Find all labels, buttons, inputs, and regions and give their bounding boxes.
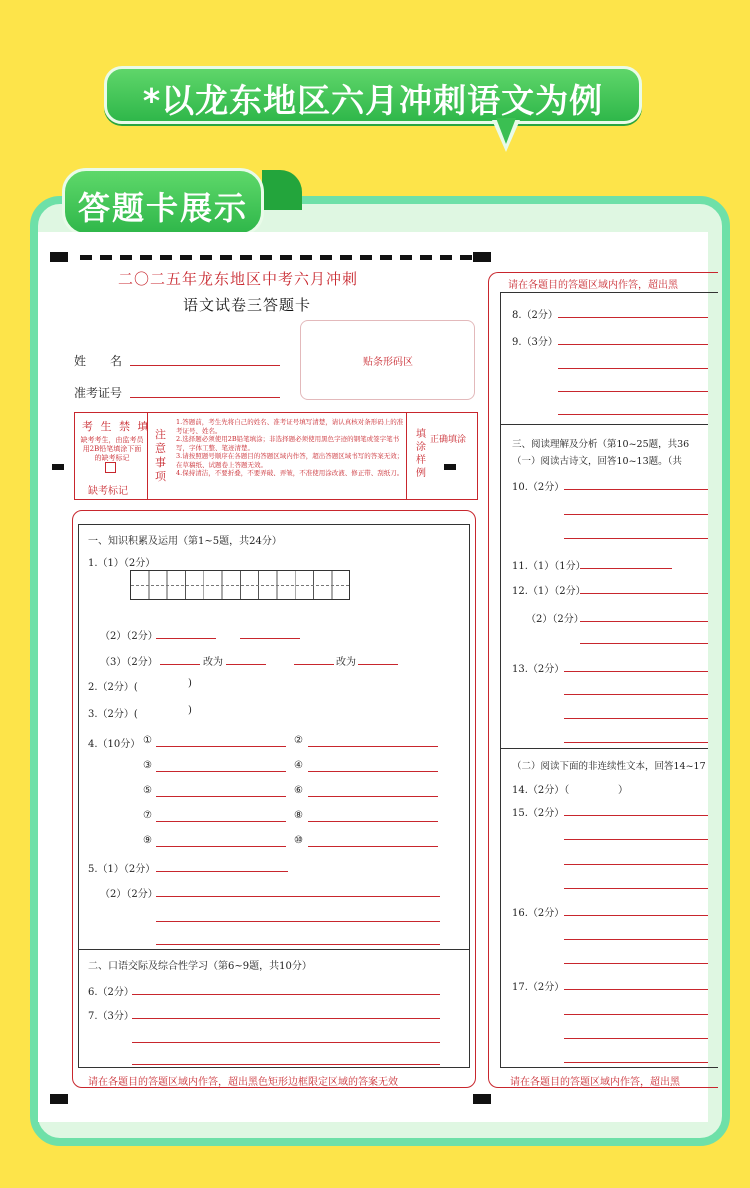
q9-label: 9.（3分） xyxy=(512,337,558,348)
forbidden-title: 考 生 禁 填 xyxy=(82,420,151,433)
answer-line[interactable] xyxy=(564,839,708,840)
section-divider xyxy=(78,949,470,950)
name-label: 姓 名 xyxy=(74,354,123,368)
q3-label: 3.（2分）( xyxy=(88,709,138,720)
corner-marker xyxy=(473,252,491,262)
change-to-label: 改为 xyxy=(336,657,356,668)
answer-line[interactable] xyxy=(294,664,334,665)
answer-line[interactable] xyxy=(564,1038,708,1039)
corner-marker xyxy=(473,1094,491,1104)
answer-line[interactable] xyxy=(564,888,708,889)
sheet-subtitle: 语文试卷三答题卡 xyxy=(183,296,312,314)
answer-line[interactable] xyxy=(308,821,438,822)
q14-label: 14.（2分）（ xyxy=(512,785,570,796)
answer-line[interactable] xyxy=(132,1064,440,1065)
sec3-title: 三、阅读理解及分析（第10~25题，共36 xyxy=(512,439,690,450)
footer-warning: 请在各题目的答题区域内作答，超出黑色矩形边框限定区域的答案无效 xyxy=(88,1077,398,1088)
right-footer-warning: 请在各题目的答题区域内作答，超出黑 xyxy=(510,1077,680,1088)
answer-line[interactable] xyxy=(558,368,708,369)
answer-line[interactable] xyxy=(132,1042,440,1043)
barcode-area xyxy=(300,320,475,400)
answer-line[interactable] xyxy=(156,796,286,797)
answer-line[interactable] xyxy=(558,414,708,415)
answer-line[interactable] xyxy=(358,664,398,665)
q5-2-label: （2）（2分） xyxy=(100,889,158,900)
answer-line[interactable] xyxy=(156,921,440,922)
q10-label: 10.（2分） xyxy=(512,482,565,493)
right-answer-frame xyxy=(500,292,718,1068)
fill-example-title: 填涂样例 xyxy=(416,429,426,479)
side-marker xyxy=(52,464,64,470)
answer-line[interactable] xyxy=(156,944,440,945)
sheet-title: 二〇二五年龙东地区中考六月冲刺 xyxy=(118,270,359,288)
q6-label: 6.（2分） xyxy=(88,987,134,998)
answer-line[interactable] xyxy=(564,963,708,964)
forbidden-text: 缺考考生，由监考员用2B铅笔填涂下面的缺考标记 xyxy=(80,436,144,462)
q15-label: 15.（2分） xyxy=(512,808,565,819)
answer-line[interactable] xyxy=(308,846,438,847)
q4-mark: ① xyxy=(143,735,152,746)
answer-line[interactable] xyxy=(308,796,438,797)
card-tab-label: 答题卡展示 xyxy=(77,189,248,227)
banner xyxy=(104,66,642,124)
paren-close: ) xyxy=(188,678,192,689)
notice-item: 4.保持清洁，不要折叠，不要弄破、弄皱，不准使用涂改液、修正带、刮纸刀。 xyxy=(176,469,404,477)
q13-label: 13.（2分） xyxy=(512,664,565,675)
answer-line[interactable] xyxy=(564,939,708,940)
right-warning: 请在各题目的答题区域内作答，超出黑 xyxy=(508,280,678,291)
sec1-title: 一、知识积累及运用（第1~5题，共24分） xyxy=(88,536,282,547)
answer-line[interactable] xyxy=(564,815,708,816)
answer-line[interactable] xyxy=(580,643,708,644)
corner-marker xyxy=(50,252,68,262)
answer-line[interactable] xyxy=(564,489,708,490)
name-line[interactable] xyxy=(130,365,280,366)
answer-line[interactable] xyxy=(564,514,708,515)
timing-marks xyxy=(80,255,480,260)
answer-line[interactable] xyxy=(308,746,438,747)
q4-label: 4.（10分） xyxy=(88,739,141,750)
q1-3-label: （3）（2分） xyxy=(100,657,158,668)
answer-line[interactable] xyxy=(132,994,440,995)
answer-line[interactable] xyxy=(240,638,300,639)
answer-line[interactable] xyxy=(156,821,286,822)
q8-label: 8.（2分） xyxy=(512,310,558,321)
q7-label: 7.（3分） xyxy=(88,1011,134,1022)
answer-line[interactable] xyxy=(308,771,438,772)
answer-line[interactable] xyxy=(156,871,288,872)
change-to-label: 改为 xyxy=(203,657,223,668)
answer-line[interactable] xyxy=(580,593,708,594)
fill-correct-label: 正确填涂 xyxy=(430,435,467,445)
answer-line[interactable] xyxy=(564,671,708,672)
notice-list xyxy=(176,418,408,478)
answer-sheet xyxy=(38,232,708,1122)
character-grid[interactable] xyxy=(130,570,350,600)
corner-marker xyxy=(50,1094,68,1104)
answer-line[interactable] xyxy=(558,391,708,392)
section-divider xyxy=(500,424,708,425)
answer-line[interactable] xyxy=(564,915,708,916)
banner-text: *以龙东地区六月冲刺语文为例 xyxy=(142,81,604,120)
q4-mark: ④ xyxy=(294,760,303,771)
banner-tail-inner xyxy=(496,118,516,144)
answer-line[interactable] xyxy=(580,568,672,569)
notice-item: 3.请按照题号顺序在各题目的答题区域内作答，超出答题区域书写的答案无效；在草稿纸、试题卷上答题无效。 xyxy=(176,452,404,469)
q4-mark: ⑤ xyxy=(143,785,152,796)
answer-line[interactable] xyxy=(580,621,708,622)
q12-1-label: 12.（1）（2分） xyxy=(512,586,586,597)
card-tab-notch xyxy=(262,170,302,210)
q4-mark: ⑧ xyxy=(294,810,303,821)
answer-line[interactable] xyxy=(564,742,708,743)
q4-mark: ③ xyxy=(143,760,152,771)
q16-label: 16.（2分） xyxy=(512,908,565,919)
notice-title: 注意事项 xyxy=(155,428,166,483)
answer-line[interactable] xyxy=(156,896,440,897)
answer-line[interactable] xyxy=(558,344,708,345)
answer-line[interactable] xyxy=(564,538,708,539)
admission-line[interactable] xyxy=(130,397,280,398)
answer-line[interactable] xyxy=(564,718,708,719)
barcode-label: 贴条形码区 xyxy=(363,357,413,368)
q2-label: 2.（2分）( xyxy=(88,682,138,693)
q5-1-label: 5.（1）（2分） xyxy=(88,864,156,875)
answer-line[interactable] xyxy=(156,638,216,639)
q14-close: ） xyxy=(618,785,628,796)
admission-label: 准考证号 xyxy=(74,386,123,400)
answer-line[interactable] xyxy=(156,746,286,747)
answer-line[interactable] xyxy=(132,1018,440,1019)
answer-line[interactable] xyxy=(558,317,708,318)
section-divider xyxy=(500,748,708,749)
answer-line[interactable] xyxy=(156,771,286,772)
answer-line[interactable] xyxy=(564,1014,708,1015)
sec3b-title: （二）阅读下面的非连续性文本，回答14~17 xyxy=(512,761,706,772)
notice-item: 1.答题前，考生先将自己的姓名、准考证号填写清楚，请认真核对条形码上的准考证号、姓名。 xyxy=(176,418,404,435)
q12-2-label: （2）（2分） xyxy=(526,614,584,625)
answer-line[interactable] xyxy=(564,989,708,990)
q4-mark: ⑦ xyxy=(143,810,152,821)
q1-1-label: 1.（1）（2分） xyxy=(88,558,156,569)
absent-checkbox[interactable] xyxy=(105,462,116,473)
sec3-subtitle: （一）阅读古诗文，回答10~13题。（共 xyxy=(512,456,682,467)
absent-mark-label: 缺考标记 xyxy=(88,486,128,497)
fill-sample xyxy=(444,464,456,470)
q1-2-label: （2）（2分） xyxy=(100,631,158,642)
card-tab xyxy=(62,168,264,236)
answer-line[interactable] xyxy=(564,864,708,865)
answer-line[interactable] xyxy=(564,1062,708,1063)
sec2-title: 二、口语交际及综合性学习（第6~9题，共10分） xyxy=(88,961,312,972)
answer-line[interactable] xyxy=(564,694,708,695)
q4-mark: ⑥ xyxy=(294,785,303,796)
answer-line[interactable] xyxy=(226,664,266,665)
paren-close: ) xyxy=(188,705,192,716)
notice-item: 2.选择题必须使用2B铅笔填涂；非选择题必须使用黑色字迹的钢笔或签字笔书写，字体工整、笔迹清楚。 xyxy=(176,435,400,452)
answer-line[interactable] xyxy=(160,664,200,665)
q4-mark: ⑨ xyxy=(143,835,152,846)
q4-mark: ② xyxy=(294,735,303,746)
q17-label: 17.（2分） xyxy=(512,982,565,993)
q11-label: 11.（1）（1分） xyxy=(512,561,586,572)
q4-mark: ⑩ xyxy=(294,835,303,846)
answer-line[interactable] xyxy=(156,846,286,847)
